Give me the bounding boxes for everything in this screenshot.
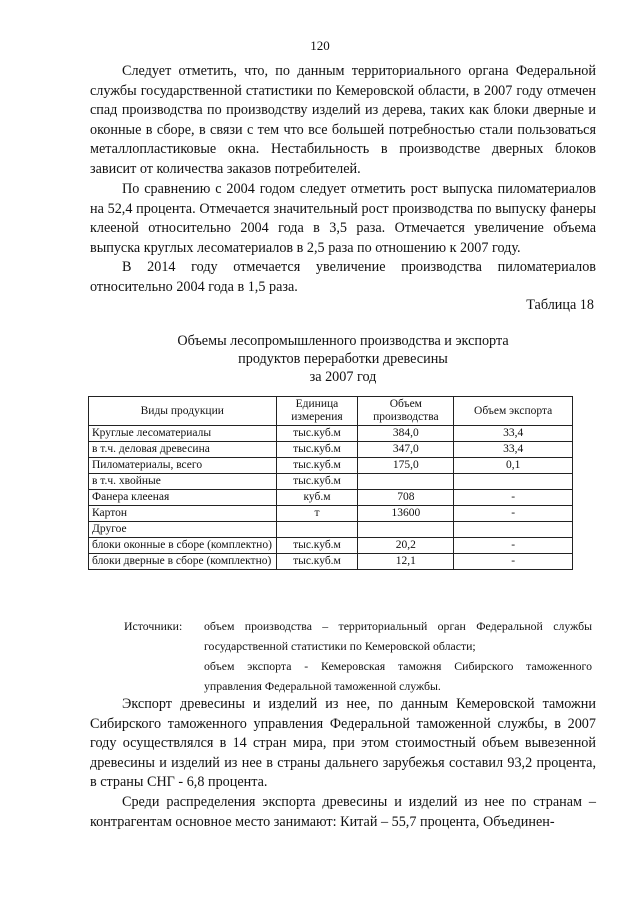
- cell-production: 20,2: [358, 538, 454, 554]
- cell-production: 708: [358, 490, 454, 506]
- cell-production: 12,1: [358, 554, 454, 570]
- cell-product: блоки оконные в сборе (комплектно): [89, 538, 277, 554]
- cell-export: [454, 522, 573, 538]
- sources-label: Источники:: [124, 619, 183, 633]
- table-header-row: [89, 397, 573, 426]
- header-product: Виды продукции: [89, 397, 277, 426]
- paragraph-2: По сравнению с 2004 годом следует отметить рост выпуска пиломатериалов на 52,4 процента. Отмечается значительный рост производства по выпуску фанеры клееной относительно 2004 года в 3,5 раза. Отмечается увеличение объема выпуска круглых лесоматериалов в 2,5 раза по отношению к 2007 году.: [90, 181, 596, 256]
- table-row: [89, 474, 573, 490]
- cell-production: [358, 522, 454, 538]
- cell-unit: т: [276, 506, 358, 522]
- header-unit: Единица измерения: [276, 397, 358, 426]
- table-title: [90, 332, 596, 386]
- cell-unit: тыс.куб.м: [276, 458, 358, 474]
- header-export: Объем экспорта: [454, 397, 573, 426]
- paragraph-3: В 2014 году отмечается увеличение производства пиломатериалов относительно 2004 года в 1,5 раза.: [90, 259, 596, 295]
- cell-product: в т.ч. хвойные: [89, 474, 277, 490]
- cell-product: Круглые лесоматериалы: [89, 426, 277, 442]
- cell-production: 175,0: [358, 458, 454, 474]
- header-production: Объем производства: [358, 397, 454, 426]
- cell-unit: тыс.куб.м: [276, 538, 358, 554]
- paragraph-1: Следует отметить, что, по данным территориального органа Федеральной службы государственной статистики по Кемеровской области, в 2007 году отмечен спад производства по производству изделий из дерева, таких как блоки дверные и оконные в сборе, в связи с тем что все большей потребностью стали пользоваться металлопластиковые окна. Нестабильность в производстве дверных блоков зависит от количества заказов потребителей.: [90, 63, 596, 177]
- cell-export: -: [454, 506, 573, 522]
- paragraph-4: Экспорт древесины и изделий из нее, по данным Кемеровской таможни Сибирского таможенного управления Федеральной таможенной службы, в 2007 году осуществлялся в 14 стран мира, при этом стоимостный объем вывезенной древесины и изделий из нее в страны дальнего зарубежья составил 93,2 процента, в страны СНГ - 6,8 процента.: [90, 696, 596, 791]
- table-row: [89, 426, 573, 442]
- cell-export: -: [454, 554, 573, 570]
- table-row: [89, 554, 573, 570]
- cell-unit: [276, 522, 358, 538]
- cell-unit: тыс.куб.м: [276, 426, 358, 442]
- cell-export: 0,1: [454, 458, 573, 474]
- cell-production: 347,0: [358, 442, 454, 458]
- page-number: 120: [310, 38, 330, 53]
- source-production: объем производства – территориальный орган Федеральной службы государственной статистики по Кемеровской области;: [204, 619, 592, 653]
- table-row: [89, 458, 573, 474]
- table-label: Таблица 18: [526, 297, 594, 313]
- source-export: объем экспорта - Кемеровская таможня Сибирского таможенного управления Федеральной таможенной службы.: [204, 659, 592, 693]
- table-title-line-3: за 2007 год: [309, 369, 377, 385]
- cell-export: 33,4: [454, 426, 573, 442]
- cell-product: в т.ч. деловая древесина: [89, 442, 277, 458]
- paragraph-5: Среди распределения экспорта древесины и изделий из нее по странам – контрагентам основное место занимают: Китай – 55,7 процента, Объединен-: [90, 794, 596, 830]
- cell-export: -: [454, 538, 573, 554]
- cell-production: 13600: [358, 506, 454, 522]
- sources-text: [204, 616, 592, 696]
- cell-unit: тыс.куб.м: [276, 554, 358, 570]
- cell-product: Фанера клееная: [89, 490, 277, 506]
- cell-export: 33,4: [454, 442, 573, 458]
- cell-product: Картон: [89, 506, 277, 522]
- cell-production: [358, 474, 454, 490]
- cell-production: 384,0: [358, 426, 454, 442]
- cell-product: Другое: [89, 522, 277, 538]
- cell-export: -: [454, 490, 573, 506]
- table-row: [89, 490, 573, 506]
- table-title-line-2: продуктов переработки древесины: [238, 351, 448, 367]
- cell-product: блоки дверные в сборе (комплектно): [89, 554, 277, 570]
- table-row: [89, 506, 573, 522]
- production-export-table: [88, 396, 573, 570]
- cell-export: [454, 474, 573, 490]
- cell-unit: тыс.куб.м: [276, 442, 358, 458]
- cell-unit: тыс.куб.м: [276, 474, 358, 490]
- table-row: [89, 522, 573, 538]
- table-title-line-1: Объемы лесопромышленного производства и экспорта: [177, 333, 509, 349]
- cell-product: Пиломатериалы, всего: [89, 458, 277, 474]
- table-row: [89, 538, 573, 554]
- sources-note: [124, 616, 592, 696]
- cell-unit: куб.м: [276, 490, 358, 506]
- table-row: [89, 442, 573, 458]
